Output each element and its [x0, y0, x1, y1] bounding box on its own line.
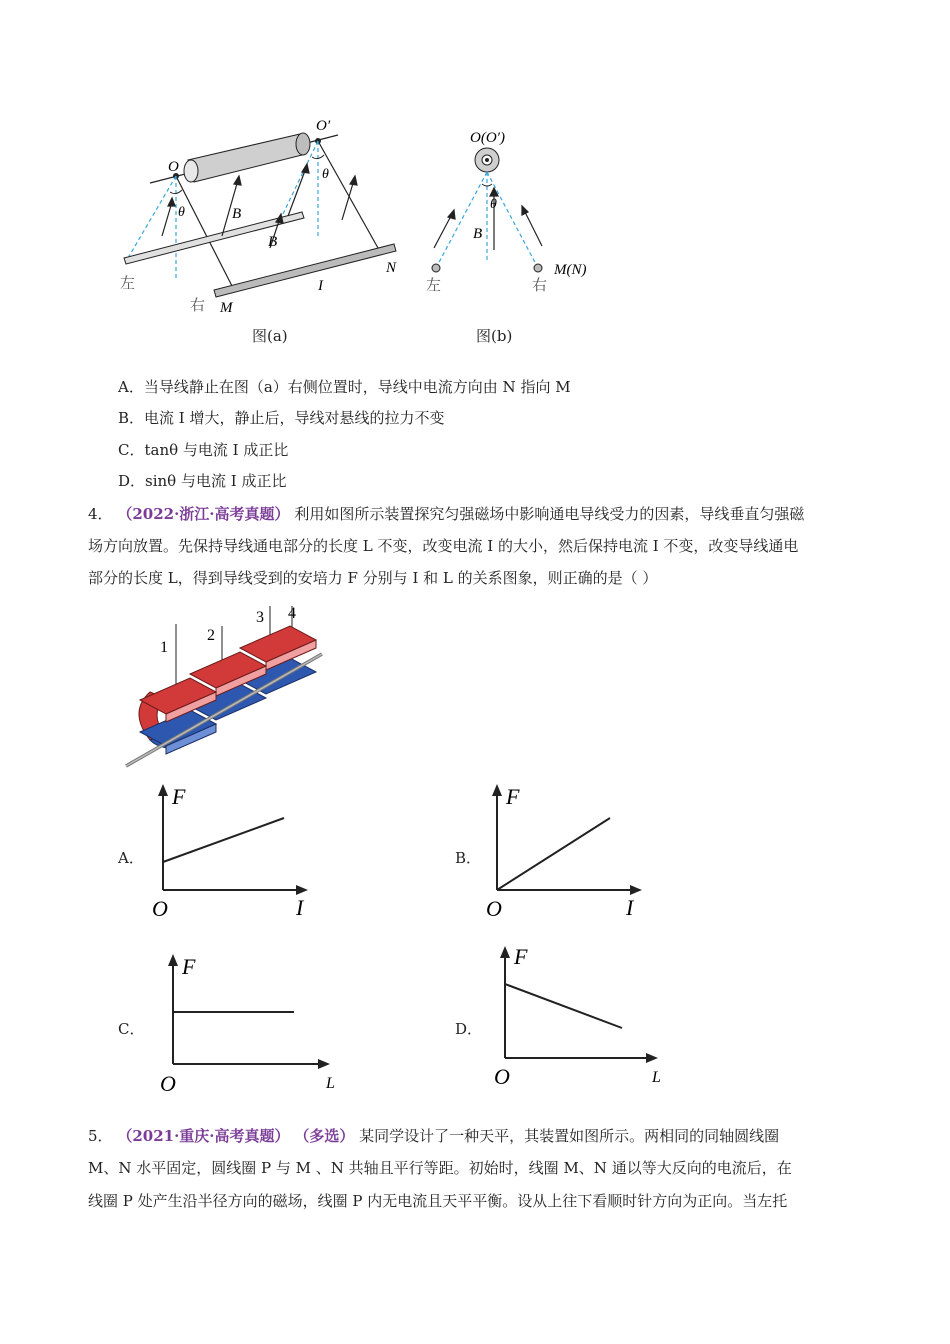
magnet-label-4: 4: [288, 605, 296, 622]
cylinder: [184, 133, 310, 182]
magnet-label-2: 2: [207, 627, 215, 644]
figure-a-caption: 图(a): [252, 327, 288, 345]
y-axis-label: F: [514, 944, 528, 969]
magnet-1: [139, 678, 216, 754]
option-letter: B．: [118, 409, 145, 427]
q5-line-3: 线圈 P 处产生沿半径方向的磁场，线圈 P 内无电流且天平平衡。设从上往下看顺时针方向为正向。当左托: [88, 1192, 788, 1210]
x-axis-label: L: [652, 1069, 661, 1086]
label-left: 左: [120, 276, 136, 292]
source-tag: （2021·重庆·高考真题）: [117, 1127, 290, 1145]
q3-option-d[interactable]: [118, 471, 286, 491]
label-right: 右: [190, 298, 206, 314]
q4-option-d-letter[interactable]: D．: [455, 1020, 483, 1038]
figure-b-caption: 图(b): [476, 327, 513, 345]
y-axis-label: F: [172, 784, 186, 809]
figure-b: [420, 120, 610, 300]
multi-select-tag: （多选）: [294, 1127, 355, 1145]
origin-label: O: [160, 1071, 176, 1093]
q4-option-c-letter[interactable]: C．: [118, 1020, 145, 1038]
q4-option-a-letter[interactable]: A．: [118, 849, 144, 867]
origin-label: O: [152, 896, 168, 920]
option-letter: C．: [118, 441, 145, 459]
x-axis-label: L: [326, 1075, 335, 1092]
source-tag: （2022·浙江·高考真题）: [117, 505, 290, 523]
q4-line-1: [88, 504, 804, 524]
figure-a: [110, 108, 420, 353]
label-theta-1: θ: [178, 205, 185, 220]
graph-b[interactable]: [482, 780, 662, 920]
label-left-b: 左: [426, 278, 442, 294]
question-text: 某同学设计了一种天平，其装置如图所示。两相同的同轴圆线圈: [359, 1127, 780, 1145]
label-M-N: M(N): [554, 262, 587, 278]
graph-a[interactable]: [148, 780, 328, 920]
label-theta-2: θ: [322, 167, 329, 182]
origin-label: O: [486, 896, 502, 920]
magnet-label-3: 3: [256, 609, 264, 626]
option-text: 当导线静止在图（a）右侧位置时，导线中电流方向由 N 指向 M: [143, 378, 571, 396]
label-theta-b: θ: [490, 197, 497, 212]
label-I: I: [318, 278, 323, 294]
option-text: tanθ 与电流 I 成正比: [144, 441, 289, 459]
magnet-label-1: 1: [160, 639, 168, 656]
q3-option-b[interactable]: [118, 408, 445, 428]
option-text: sinθ 与电流 I 成正比: [145, 472, 287, 490]
question-text: 利用如图所示装置探究匀强磁场中影响通电导线受力的因素，导线垂直匀强磁: [294, 505, 805, 523]
y-axis-label: F: [182, 954, 196, 979]
q5-line-2: M、N 水平固定，圆线圈 P 与 M 、N 共轴且平行等距。初始时，线圈 M、N 通以等大反向的电流后，在: [88, 1159, 792, 1177]
x-axis-label: I: [296, 895, 304, 920]
origin-label: O: [494, 1064, 510, 1088]
label-O-O-prime: O(O′): [470, 130, 505, 146]
graph-c[interactable]: [158, 948, 338, 1093]
q3-option-a[interactable]: [118, 377, 571, 397]
q5-line-1: [88, 1126, 779, 1146]
label-M: M: [220, 300, 233, 316]
label-O: O: [168, 159, 179, 175]
option-letter: A．: [118, 378, 144, 396]
label-O-prime: O′: [316, 118, 331, 134]
q3-option-c[interactable]: [118, 440, 288, 460]
label-B-1: B: [232, 206, 242, 222]
y-axis-label: F: [506, 784, 520, 809]
graph-d[interactable]: [490, 940, 670, 1088]
label-B-b: B: [473, 226, 483, 242]
magnet-figure: [110, 600, 340, 775]
label-N: N: [386, 260, 397, 276]
x-axis-label: I: [626, 895, 634, 920]
question-number: 5．: [88, 1127, 113, 1145]
question-number: 4．: [88, 505, 113, 523]
q4-option-b-letter[interactable]: B．: [455, 849, 482, 867]
right-rod: [214, 244, 396, 297]
q4-line-2: 场方向放置。先保持导线通电部分的长度 L 不变，改变电流 I 的大小，然后保持电流 I 不变，改变导线通电: [88, 537, 799, 555]
label-right-b: 右: [532, 278, 548, 294]
option-text: 电流 I 增大，静止后，导线对悬线的拉力不变: [144, 409, 445, 427]
q4-line-3: 部分的长度 L，得到导线受到的安培力 F 分别与 I 和 L 的关系图象，则正确的是（ ）: [88, 569, 658, 587]
option-letter: D．: [118, 472, 146, 490]
label-B-2: B: [268, 234, 278, 250]
